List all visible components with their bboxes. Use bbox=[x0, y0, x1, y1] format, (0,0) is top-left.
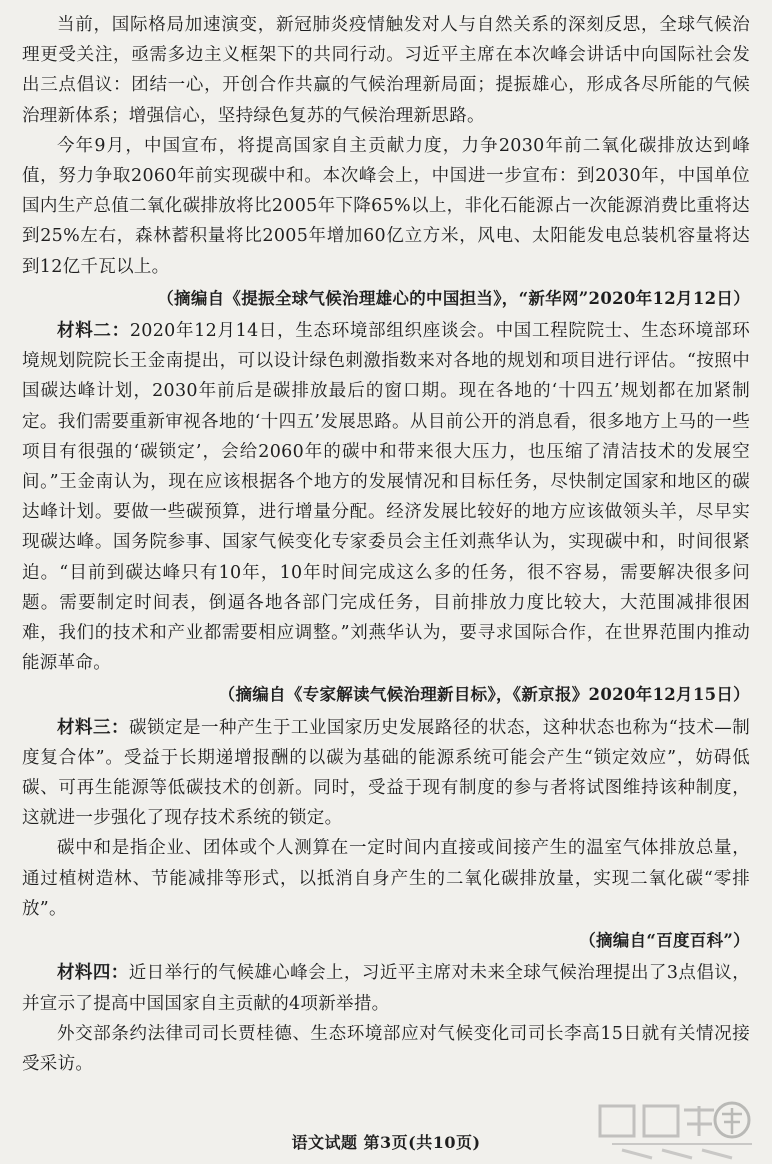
paragraph-china-commitments: 今年9月，中国宣布，将提高国家自主贡献力度，力争2030年前二氧化碳排放达到峰值，努力争取2060年前实现碳中和。本次峰会上，中国进一步宣布：到2030年，中国单位国内生产总值二氧化碳排放将比2005年下降65%以上，非化石能源占一次能源消费比重将达到25%左右，森林蓄积量将比2005年增加60亿立方米，风电、太阳能发电总装机容量将达到12亿千瓦以上。 bbox=[22, 135, 750, 277]
source-citation-3: （摘编自“百度百科”） bbox=[579, 931, 750, 951]
paragraph-global-governance: 当前，国际格局加速演变，新冠肺炎疫情触发对人与自然关系的深刻反思，全球气候治理更受关注，亟需多边主义框架下的共同行动。习近平主席在本次峰会讲话中向国际社会发出三点倡议：团结一心，开创合作共赢的气候治理新局面；提振雄心，形成各尽所能的气候治理新体系；增强信心，坚持绿色复苏的气候治理新思路。 bbox=[22, 15, 750, 126]
source-citation-1: （摘编自《提振全球气候治理雄心的中国担当》，“新华网”2020年12月12日） bbox=[157, 288, 750, 308]
paragraph-interview: 外交部条约法律司司长贾桂德、生态环境部应对气候变化司司长李高15日就有关情况接受采访。 bbox=[22, 1023, 750, 1074]
source-citation-2: （摘编自《专家解读气候治理新目标》，《新京报》2020年12月15日） bbox=[218, 685, 750, 705]
paragraph-carbon-neutral: 碳中和是指企业、团体或个人测算在一定时间内直接或间接产生的温室气体排放总量，通过植树造林、节能减排等形式，以抵消自身产生的二氧化碳排放量，实现二氧化碳“零排放”。 bbox=[22, 838, 750, 919]
page-content bbox=[22, 10, 750, 1079]
watermark-logo bbox=[592, 1098, 762, 1160]
material-two-label: 材料二： bbox=[57, 321, 130, 342]
material-four-text: 近日举行的气候雄心峰会上，习近平主席对未来全球气候治理提出了3点倡议，并宣示了提高中国国家自主贡献的4项新举措。 bbox=[22, 963, 750, 1014]
material-three-text: 碳锁定是一种产生于工业国家历史发展路径的状态，这种状态也称为“技术—制度复合体”。受益于长期递增报酬的以碳为基础的能源系统可能会产生“锁定效应”，妨碍低碳、可再生能源等低碳技术的创新。同时，受益于现有制度的参与者将试图维持该种制度，这就进一步强化了现存技术系统的锁定。 bbox=[22, 717, 750, 829]
material-three bbox=[22, 713, 750, 834]
page-footer: 语文试题 第3页(共10页) bbox=[291, 1133, 481, 1152]
material-four-label: 材料四： bbox=[57, 963, 129, 984]
material-two bbox=[22, 316, 750, 678]
material-two-text: 2020年12月14日，生态环境部组织座谈会。中国工程院院士、生态环境部环境规划院院长王金南提出，可以设计绿色刺激指数来对各地的规划和项目进行评估。“按照中国碳达峰计划，2030年前后是碳排放最后的窗口期。现在各地的‘十四五’规划都在加紧制定。我们需要重新审视各地的‘十四五’发展思路。从目前公开的消息看，很多地方上马的一些项目有很强的‘碳锁定’，会给2060年的碳中和带来很大压力，也压缩了清洁技术的发展空间。”王金南认为，现在应该根据各个地方的发展情况和目标任务，尽快制定国家和地区的碳达峰计划。要做一些碳预算，进行增量分配。经济发展比较好的地方应该做领头羊，尽早实现碳达峰。国务院参事、国家气候变化专家委员会主任刘燕华认为，实现碳中和，时间很紧迫。“目前到碳达峰只有10年，10年时间完成这么多的任务，很不容易，需要解决很多问题。需要制定时间表，倒逼各地各部门完成任务，目前排放力度比较大，大范围减排很困难，我们的技术和产业都需要相应调整。”刘燕华认为，要寻求国际合作，在世界范围内推动能源革命。 bbox=[22, 321, 751, 674]
material-three-label: 材料三： bbox=[57, 717, 129, 738]
material-four bbox=[22, 958, 750, 1018]
